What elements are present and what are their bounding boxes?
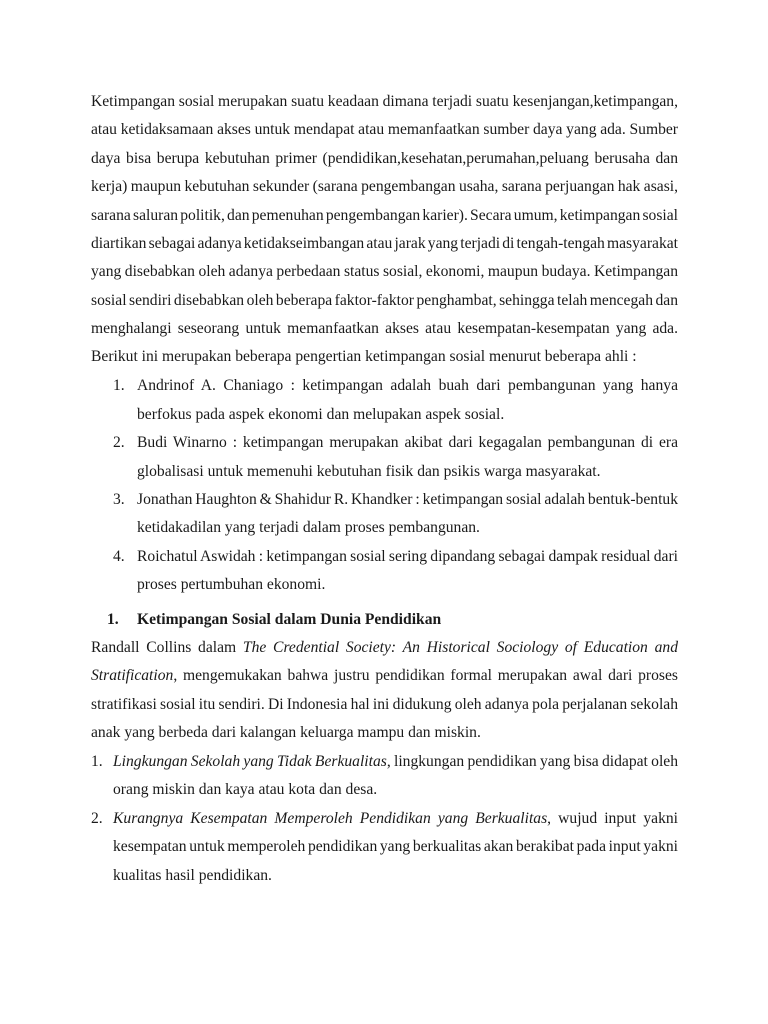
list-item: Andrinof A. Chaniago : ketimpangan adalah buah dari pembangunan yang hanya [137,377,678,394]
list-number: 4. [113,548,125,565]
text-line [91,638,678,658]
text-line: Ketimpangan sosial merupakan suatu keadaan dimana terjadi suatu kesenjangan,ketimpangan, [91,93,678,110]
section-number: 1. [107,611,119,628]
text-line: stratifikasi sosial itu sendiri. Di Indonesia hal ini didukung oleh adanya pola perjalanan sekolah [91,696,678,713]
text-line [91,666,678,686]
list-number: 2. [113,434,125,451]
list-item: ketidakadilan yang terjadi dalam proses pembangunan. [137,519,480,536]
text-line: atau ketidaksamaan akses untuk mendapat atau memanfaatkan sumber daya yang ada. Sumber [91,121,678,138]
list-item: proses pertumbuhan ekonomi. [137,576,326,593]
text: , mengemukakan bahwa justru pendidikan formal merupakan awal dari proses [173,667,678,684]
text: , lingkungan pendidikan yang bisa didapat oleh [386,753,678,770]
list-item: berfokus pada aspek ekonomi dan melupakan aspek sosial. [137,406,505,423]
list-number: 1. [91,753,103,770]
text-line: sarana saluran politik, dan pemenuhan pengembangan karier). Secara umum, ketimpangan sosial [91,207,678,224]
text-line: anak yang berbeda dari kalangan keluarga mampu dan miskin. [91,724,481,741]
list-item [113,752,678,772]
text-line: menghalangi seseorang untuk memanfaatkan akses atau kesempatan-kesempatan yang ada. [91,320,678,337]
list-item: kesempatan untuk memperoleh pendidikan yang berkualitas akan berakibat pada input yakni [113,838,678,855]
list-item: kualitas hasil pendidikan. [113,867,272,884]
section-heading: Ketimpangan Sosial dalam Dunia Pendidikan [137,611,442,628]
list-number: 1. [113,377,125,394]
list-number: 2. [91,810,103,827]
book-title: Stratification [91,667,174,684]
text-line: kerja) maupun kebutuhan sekunder (sarana pengembangan usaha, sarana perjuangan hak asasi, [91,178,678,195]
text-line: yang disebabkan oleh adanya perbedaan status sosial, ekonomi, maupun budaya. Ketimpangan [91,263,678,280]
text-line: daya bisa berupa kebutuhan primer (pendidikan,kesehatan,perumahan,peluang berusaha dan [91,150,678,167]
text: Randall Collins dalam [91,639,243,656]
book-title: The Credential Society: An Historical Sociology of Education and [242,639,678,656]
list-item: Budi Winarno : ketimpangan merupakan akibat dari kegagalan pembangunan di era [137,434,678,451]
list-item: Roichatul Aswidah : ketimpangan sosial sering dipandang sebagai dampak residual dari [137,548,678,565]
list-number: 3. [113,491,125,508]
text-line: Berikut ini merupakan beberapa pengertian ketimpangan sosial menurut beberapa ahli : [91,348,637,365]
text-line: sosial sendiri disebabkan oleh beberapa faktor-faktor penghambat, sehingga telah mencegah dan [91,292,678,309]
list-item: globalisasi untuk memenuhi kebutuhan fisik dan psikis warga masyarakat. [137,463,601,480]
list-item [113,809,678,829]
item-title: Kurangnya Kesempatan Memperoleh Pendidikan yang Berkualitas [113,810,548,827]
item-title: Lingkungan Sekolah yang Tidak Berkualitas [113,753,387,770]
list-item: Jonathan Haughton & Shahidur R. Khandker : ketimpangan sosial adalah bentuk-bentuk [137,491,678,508]
list-item: orang miskin dan kaya atau kota dan desa. [113,781,378,798]
text-line: diartikan sebagai adanya ketidakseimbangan atau jarak yang terjadi di tengah-tengah masyarakat [91,235,678,252]
text: , wujud input yakni [547,810,678,827]
